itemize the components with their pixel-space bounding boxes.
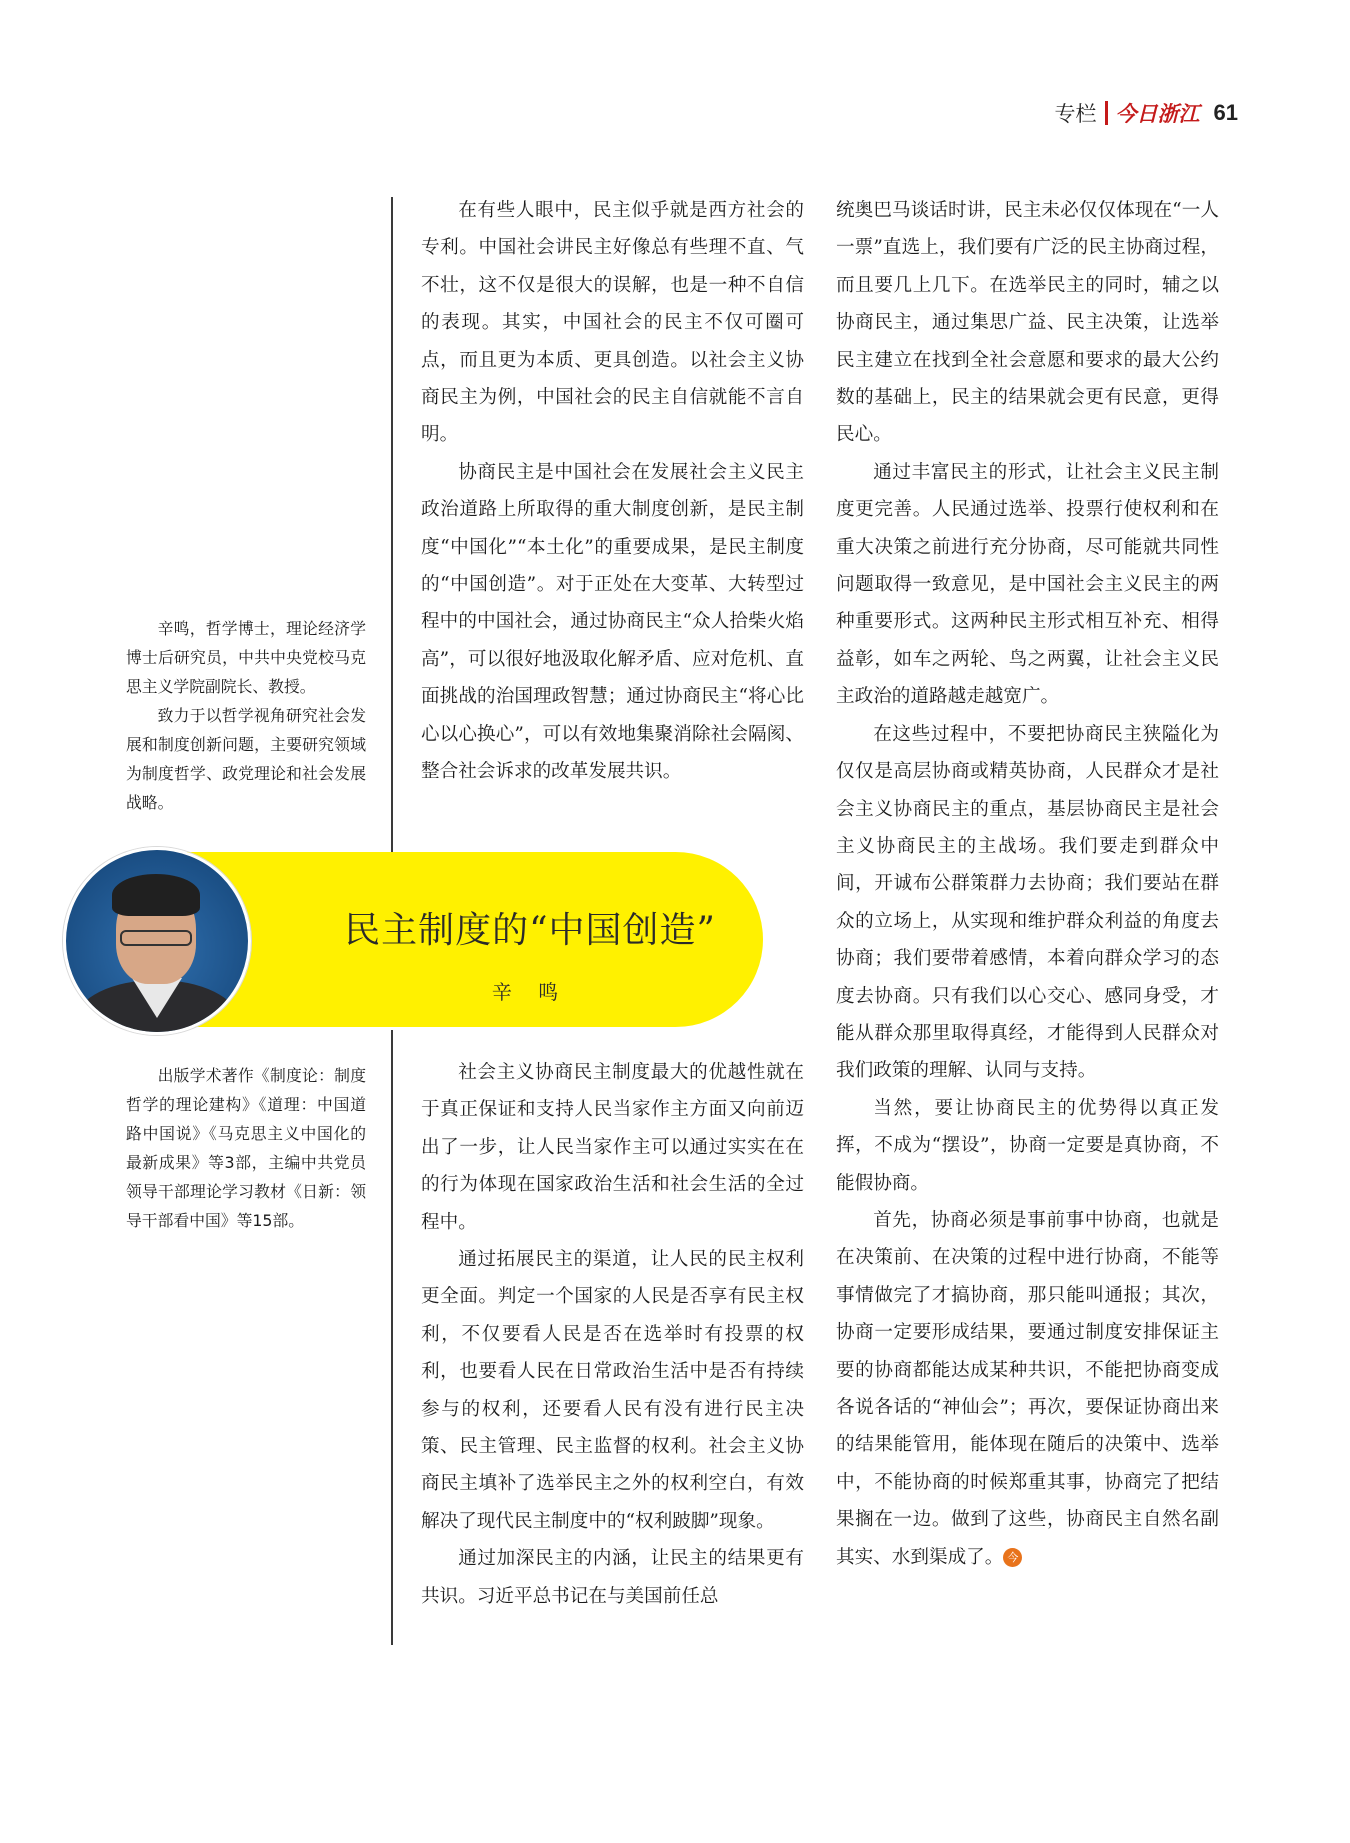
article-paragraph: 当然，要让协商民主的优势得以真正发挥，不成为“摆设”，协商一定要是真协商，不能假协商。 (836, 1097, 1219, 1194)
article-column-1-top (421, 192, 804, 791)
article-paragraph-text: 首先，协商必须是事前事中协商，也就是在决策前、在决策的过程中进行协商，不能等事情做完了才搞协商，那只能叫通报；其次，协商一定要形成结果，要通过制度安排保证主要的协商都能达成某种共识，不能把协商变成各说各话的“神仙会”；再次，要保证协商出来的结果能管用，能体现在随后的决策中、选举中，不能协商的时候郑重其事，协商完了把结果搁在一边。做到了这些，协商民主自然名副其实、水到渠成了。 (836, 1209, 1219, 1568)
page-header (1055, 98, 1238, 128)
author-portrait (63, 847, 251, 1035)
column-divider-bottom (391, 1030, 393, 1645)
header-separator (1105, 101, 1108, 125)
article-paragraph-continued: 统奥巴马谈话时讲，民主未必仅仅体现在“一人一票”直选上，我们要有广泛的民主协商过程，而且要几上几下。在选举民主的同时，辅之以协商民主，通过集思广益、民主决策，让选举民主建立在找到全社会意愿和要求的最大公约数的基础上，民主的结果就会更有民意，更得民心。 (836, 200, 1219, 446)
bio-paragraph: 致力于以哲学视角研究社会发展和制度创新问题，主要研究领域为制度哲学、政党理论和社会发展战略。 (126, 706, 366, 812)
article-title: 民主制度的“中国创造” (344, 910, 716, 951)
magazine-logo: 今日浙江 (1115, 101, 1200, 126)
page-number: 61 (1213, 100, 1238, 125)
column-label: 专栏 (1054, 102, 1097, 126)
article-paragraph: 在有些人眼中，民主似乎就是西方社会的专利。中国社会讲民主好像总有些理不直、气不壮，这不仅是很大的误解，也是一种不自信的表现。其实，中国社会的民主不仅可圈可点，而且更为本质、更具创造。以社会主义协商民主为例，中国社会的民主自信就能不言自明。 (421, 200, 804, 446)
bio-paragraph: 出版学术著作《制度论：制度哲学的理论建构》《道理：中国道路中国说》《马克思主义中国化的最新成果》等3部，主编中共党员领导干部理论学习教材《日新：领导干部看中国》等15部。 (126, 1066, 366, 1230)
column-divider-top (391, 197, 393, 852)
article-paragraph: 协商民主是中国社会在发展社会主义民主政治道路上所取得的重大制度创新，是民主制度“中国化”“本土化”的重要成果，是民主制度的“中国创造”。对于正处在大变革、大转型过程中的中国社会，通过协商民主“众人拾柴火焰高”，可以很好地汲取化解矛盾、应对危机、直面挑战的治国理政智慧；通过协商民主“将心比心以心换心”，可以有效地集聚消除社会隔阂、整合社会诉求的改革发展共识。 (421, 461, 804, 783)
end-mark-icon: 今 (1003, 1548, 1022, 1567)
article-paragraph: 在这些过程中，不要把协商民主狭隘化为仅仅是高层协商或精英协商，人民群众才是社会主义协商民主的重点，基层协商民主是社会主义协商民主的主战场。我们要走到群众中间，开诚布公群策群力去协商；我们要站在群众的立场上，从实现和维护群众利益的角度去协商；我们要带着感情，本着向群众学习的态度去协商。只有我们以心交心、感同身受，才能从群众那里取得真经，才能得到人民群众对我们政策的理解、认同与支持。 (836, 723, 1219, 1082)
article-column-2 (836, 192, 1219, 1576)
article-paragraph: 社会主义协商民主制度最大的优越性就在于真正保证和支持人民当家作主方面又向前迈出了一步，让人民当家作主可以通过实实在在的行为体现在国家政治生活和社会生活的全过程中。 (421, 1062, 804, 1233)
article-column-1-bottom (421, 1054, 804, 1615)
author-bio-top (126, 614, 366, 817)
article-paragraph: 通过拓展民主的渠道，让人民的民主权利更全面。判定一个国家的人民是否享有民主权利，不仅要看人民是否在选举时有投票的权利，也要看人民在日常政治生活中是否有持续参与的权利，还要看人民有没有进行民主决策、民主管理、民主监督的权利。社会主义协商民主填补了选举民主之外的权利空白，有效解决了现代民主制度中的“权利跛脚”现象。 (421, 1249, 804, 1532)
article-paragraph: 通过丰富民主的形式，让社会主义民主制度更完善。人民通过选举、投票行使权利和在重大决策之前进行充分协商，尽可能就共同性问题取得一致意见，是中国社会主义民主的两种重要形式。这两种民主形式相互补充、相得益彰，如车之两轮、鸟之两翼，让社会主义民主政治的道路越走越宽广。 (836, 461, 1219, 708)
article-author: 辛 鸣 (491, 980, 569, 1004)
bio-paragraph: 辛鸣，哲学博士，理论经济学博士后研究员，中共中央党校马克思主义学院副院长、教授。 (126, 619, 366, 696)
author-bio-bottom (126, 1061, 366, 1235)
article-paragraph-last (836, 1202, 1219, 1576)
article-paragraph: 通过加深民主的内涵，让民主的结果更有共识。习近平总书记在与美国前任总 (421, 1548, 804, 1607)
